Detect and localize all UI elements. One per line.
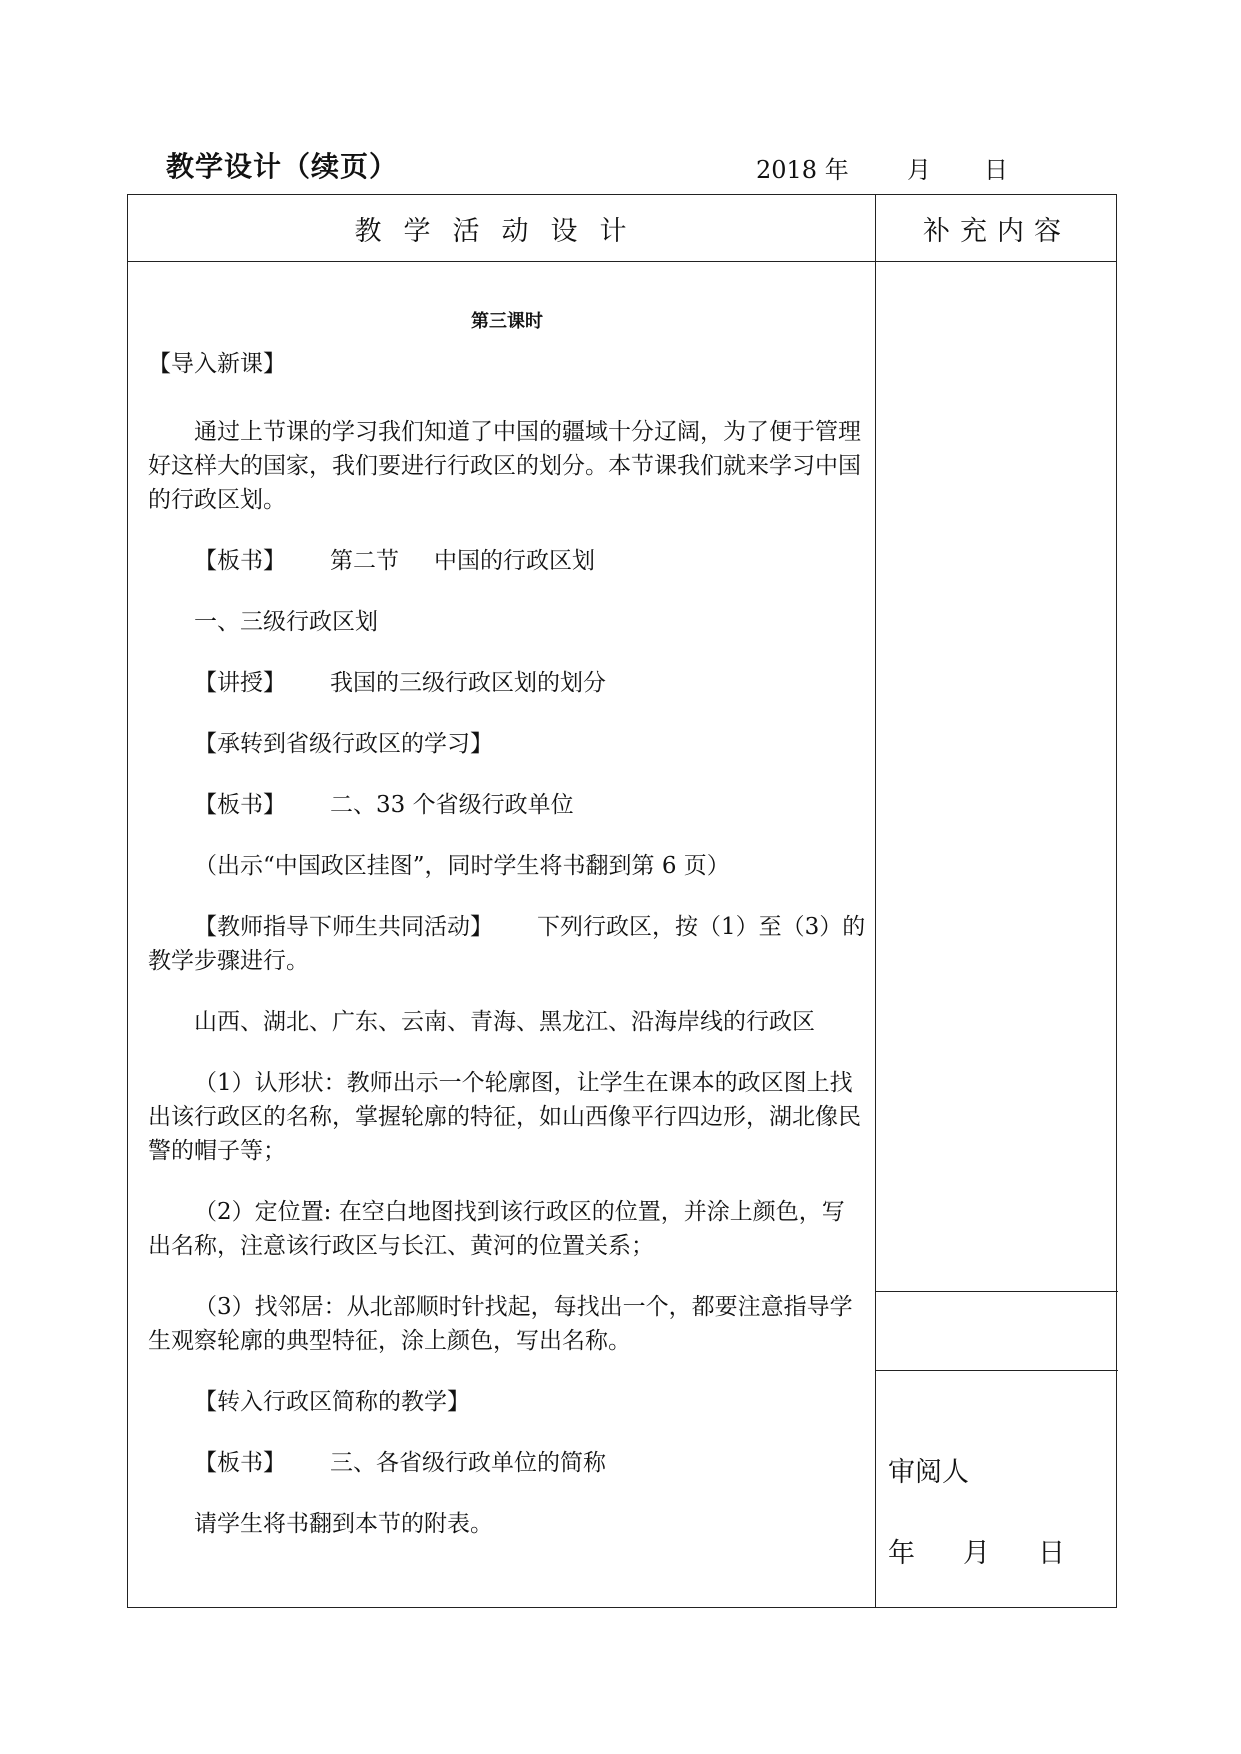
step-1: （1）认形状：教师出示一个轮廓图，让学生在课本的政区图上找出该行政区的名称，掌握轮廓的特征，如山西像平行四边形，湖北像民警的帽子等； [148,1070,861,1164]
transition-2: 【转入行政区简称的教学】 [194,1389,470,1415]
reviewer-label: 审阅人 [888,1457,969,1488]
board-text: 三、各省级行政单位的简称 [330,1450,606,1476]
date-month: 月 [907,156,931,184]
activity-label: 【教师指导下师生共同活动】 [194,914,493,940]
lesson-content [148,305,866,1568]
board-label: 【板书】 [194,792,286,818]
transition-1: 【承转到省级行政区的学习】 [194,731,493,757]
review-year: 年 [888,1538,915,1569]
board-label: 【板书】 [194,1450,286,1476]
review-month: 月 [963,1538,990,1569]
document-title: 教学设计（续页） [166,150,399,183]
board-section: 第二节 [330,548,399,574]
activity-design-header: 教学活动设计 [354,215,649,247]
level3-heading: 一、三级行政区划 [194,609,378,635]
board-title: 中国的行政区划 [434,548,595,574]
step-3: （3）找邻居：从北部顺时针找起，每找出一个，都要注意指导学生观察轮廓的典型特征，涂上颜色，写出名称。 [148,1294,853,1354]
intro-paragraph: 通过上节课的学习我们知道了中国的疆域十分辽阔，为了便于管理好这样大的国家，我们要进行行政区的划分。本节课我们就来学习中国的行政区划。 [148,419,861,513]
lesson-design-table [127,194,1117,1608]
board-label: 【板书】 [194,548,286,574]
lecture-label: 【讲授】 [194,670,286,696]
regions-paragraph: 山西、湖北、广东、云南、青海、黑龙江、沿海岸线的行政区 [194,1009,815,1035]
session-title: 第三课时 [471,311,543,332]
activity-text: 下列行政区，按（1）至（3）的教学步骤进行。 [148,914,866,974]
column-divider [875,195,876,1607]
show-map-line: （出示“中国政区挂图”，同时学生将书翻到第 6 页） [194,853,730,879]
supplement-header: 补充内容 [923,215,1071,247]
appendix-line: 请学生将书翻到本节的附表。 [194,1511,493,1537]
date-day: 日 [984,156,1008,184]
activity-paragraph [148,910,866,978]
reviewer-date-divider [875,1370,1118,1371]
board-heading-2 [148,788,866,822]
board-heading-3 [148,1446,866,1480]
lecture-text: 我国的三级行政区划的划分 [330,670,606,696]
intro-label: 【导入新课】 [148,351,286,377]
board-text: 二、33 个省级行政单位 [330,792,574,818]
date-year: 2018 年 [756,156,849,184]
review-date [888,1531,1113,1570]
step-2: （2）定位置: 在空白地图找到该行政区的位置，并涂上颜色，写出名称，注意该行政区与长江、黄河的位置关系； [148,1199,845,1259]
lecture-line [148,666,866,700]
board-heading-1 [148,544,866,578]
header-divider [128,261,1116,262]
review-day: 日 [1038,1538,1065,1569]
reviewer-top-divider [875,1291,1118,1292]
